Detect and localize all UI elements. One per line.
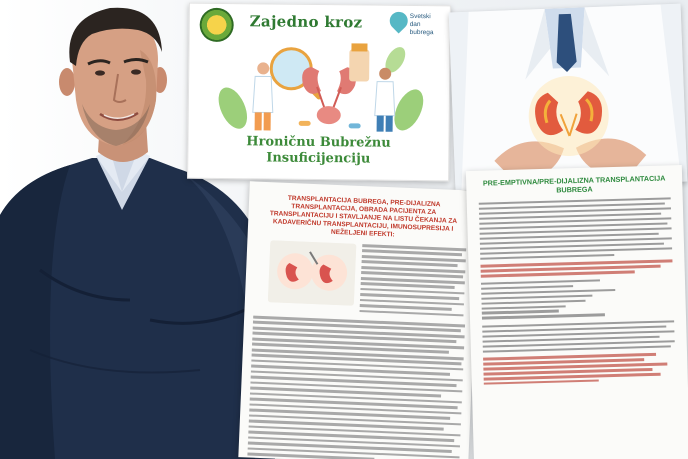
article-title: TRANSPLANTACIJA BUBREGA, PRE-DIJALIZNA TRANSPLANTACIJA, OBRADA PACIJENTA ZA TRANSPLANTACIJU I STAVLJANJE NA LISTU ČEKANJA ZA KADAVERIČNU TRANSPLANTACIJU, IMUNOSUPRESIJA I NEŽELJENI EFEKTI: [269,194,458,239]
world-kidney-day-logo [390,12,442,43]
article-title: PRE-EMPTIVNA/PRE-DIJALIZNA TRANSPLANTACIJA BUBREGA [482,173,666,195]
article-preemptive-transplant [466,165,688,459]
poster-title: Zajedno kroz [249,12,363,32]
article-highlight-text [480,260,672,278]
poster-subtitle-line1: Hroničnu Bubrežnu [246,134,391,151]
medical-illustration [199,38,440,137]
kidney-surgery-illustration [268,240,357,306]
article-column-text [359,244,466,320]
poster-subtitle-line2: Insuficijenciju [266,150,371,167]
doctor-kidney-poster [449,4,688,191]
world-kidney-day-text: Svetski dan bubrega [409,12,434,37]
article-intro-text [479,197,673,260]
article-criteria-list [481,277,674,320]
article-body-text [247,316,465,459]
drop-icon [386,8,411,33]
article-donor-list [483,352,676,385]
article-transplant-overview [238,181,479,459]
awareness-poster [187,3,451,182]
article-body-text [482,320,675,353]
